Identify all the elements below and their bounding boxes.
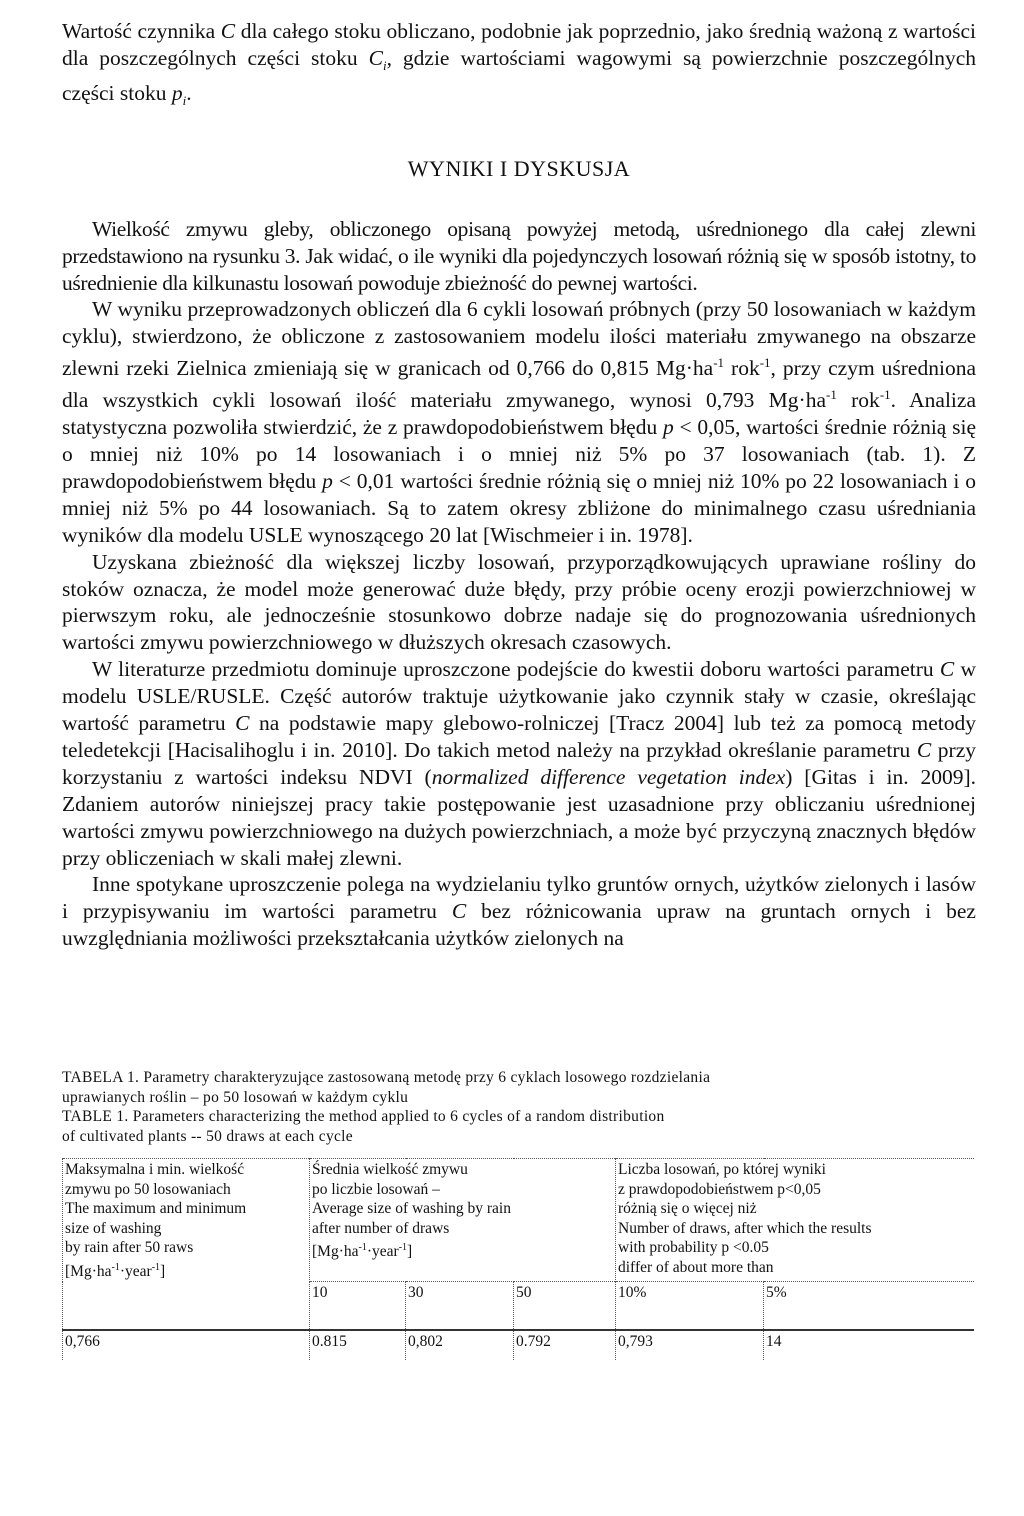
table-caption: [62, 1068, 976, 1146]
paragraph-literature: W literaturze przedmiotu dominuje uproszczone podejście do kwestii doboru wartości parametru C w modelu USLE/RUSLE. Część autorów traktuje użytkowanie jako czynnik stały w czasie, określając wartość parametru C na podstawie mapy glebowo-rolniczej [Tracz 2004] lub też za pomocą metody teledetekcji [Hacisalihoglu i in. 2010]. Do takich metod należy na przykład określanie parametru C przy korzystaniu z wartości indeksu NDVI (normalized difference vegetation index) [Gitas i in. 2009]. Zdaniem autorów niniejszej pracy takie postępowanie jest uzasadnione przy obliczaniu uśrednionej wartości zmywu powierzchniowego na dużych powierzchniach, a może być przyczyną znacznych błędów przy obliczeniach w skali małej zlewni.: [62, 657, 976, 870]
caption-pl-line1: TABELA 1. Parametry charakteryzujące zastosowaną metodę przy 6 cyklach losowego rozdzielania: [62, 1069, 711, 1086]
caption-en-line1: TABLE 1. Parameters characterizing the method applied to 6 cycles of a random distribution: [62, 1108, 665, 1125]
paragraph-c-factor: Wartość czynnika C dla całego stoku obliczano, podobnie jak poprzednio, jako średnią ważoną z wartości dla poszczególnych części stoku $C_i$, gdzie wartościami wagowymi są powierzchnie poszczególnych części stoku $p_i$.: [62, 19, 977, 108]
table-cell: 0,802: [406, 1330, 514, 1360]
caption-en-line2: of cultivated plants -- 50 draws at each cycle: [62, 1127, 353, 1145]
paragraph-convergence: Uzyskana zbieżność dla większej liczby losowań, przyporządkowujących uprawiane rośliny do stoków oznacza, że model może generować duże błędy, przy próbie oceny erozji powierzchniowej w pierwszym roku, ale jednocześnie stosunkowo dobrze nadaje się do prognozowania uśrednionych wartości zmywu powierzchniowego w dłuższych okresach czasowych.: [62, 549, 976, 655]
table-subheader-30: 30: [406, 1282, 514, 1330]
caption-pl-line2: uprawianych roślin – po 50 losowań w każdym cyklu: [62, 1088, 409, 1106]
paragraph-results-intro: Wielkość zmywu gleby, obliczonego opisaną powyżej metodą, uśrednionego dla całej zlewni przedstawiono na rysunku 3. Jak widać, o ile wyniki dla pojedynczych losowań różnią się w sposób istotny, to uśrednienie dla kilkunastu losowań powoduje zbieżność do pewnej wartości.: [62, 216, 976, 295]
table-cell: 0.792: [514, 1330, 616, 1360]
table-cell: 0,766: [63, 1330, 310, 1360]
table-subheader-5pct: 5%: [764, 1282, 974, 1330]
table-header-draw-count: Liczba losowań, po której wyniki z prawdopodobieństwem p<0,05 różnią się o więcej niż Number of draws, after which the results with probability p <0.05 differ of about more than: [616, 1159, 974, 1282]
table-subheader-50: 50: [514, 1282, 616, 1330]
table-cell: 0.815: [310, 1330, 406, 1360]
paragraph-simplification: Inne spotykane uproszczenie polega na wydzielaniu tylko gruntów ornych, użytków zielonych i lasów i przypisywaniu im wartości parametru C bez różnicowania upraw na gruntach ornych i bez uwzględniania możliwości przekształcania użytków zielonych na: [62, 872, 976, 951]
paragraph-calculation-results: W wyniku przeprowadzonych obliczeń dla 6 cykli losowań próbnych (przy 50 losowaniach w każdym cyklu), stwierdzono, że obliczone z zastosowaniem modelu ilości materiału zmywanego na obszarze zlewni rzeki Zielnica zmieniają się w granicach od 0,766 do 0,815 $Mg\cdot ha^{-1}$ rok$^{-1}$, przy czym uśredniona dla wszystkich cykli losowań ilość materiału zmywanego, wynosi 0,793 $Mg\cdot ha^{-1}$ rok$^{-1}$. Analiza statystyczna pozwoliła stwierdzić, że z prawdopodobieństwem błędu p < 0,05, wartości średnie różnią się o mniej niż 10% po 14 losowaniach i o mniej niż 5% po 37 losowaniach (tab. 1). Z prawdopodobieństwem błędu p < 0,01 wartości średnie różnią się o mniej niż 10% po 22 losowaniach i o mniej niż 5% po 44 losowaniach. Są to zatem okresy zbliżone do minimalnego czasu uśredniania wyników dla modelu USLE wynoszącego 20 lat [Wischmeier i in. 1978].: [62, 297, 976, 547]
table-subheader-10: 10: [310, 1282, 406, 1330]
table-cell: 0,793: [616, 1330, 764, 1360]
table-header-average: Średnia wielkość zmywu po liczbie losowań – Average size of washing by rain after number of draws $[Mg\cdot ha^{-1}\cdot year^{-1}]$: [310, 1159, 616, 1282]
page-content: [62, 18, 977, 1350]
table-cell: 14: [764, 1330, 974, 1360]
table-header-max-min: Maksymalna i min. wielkość zmywu po 50 losowaniach The maximum and minimum size of washing by rain after 50 raws $[Mg\cdot ha^{-1}\cdot year^{-1}]$: [63, 1159, 310, 1330]
table-subheader-10pct: 10%: [616, 1282, 764, 1330]
data-table: [62, 1158, 974, 1360]
section-heading: WYNIKI I DYSKUSJA: [407, 155, 631, 181]
